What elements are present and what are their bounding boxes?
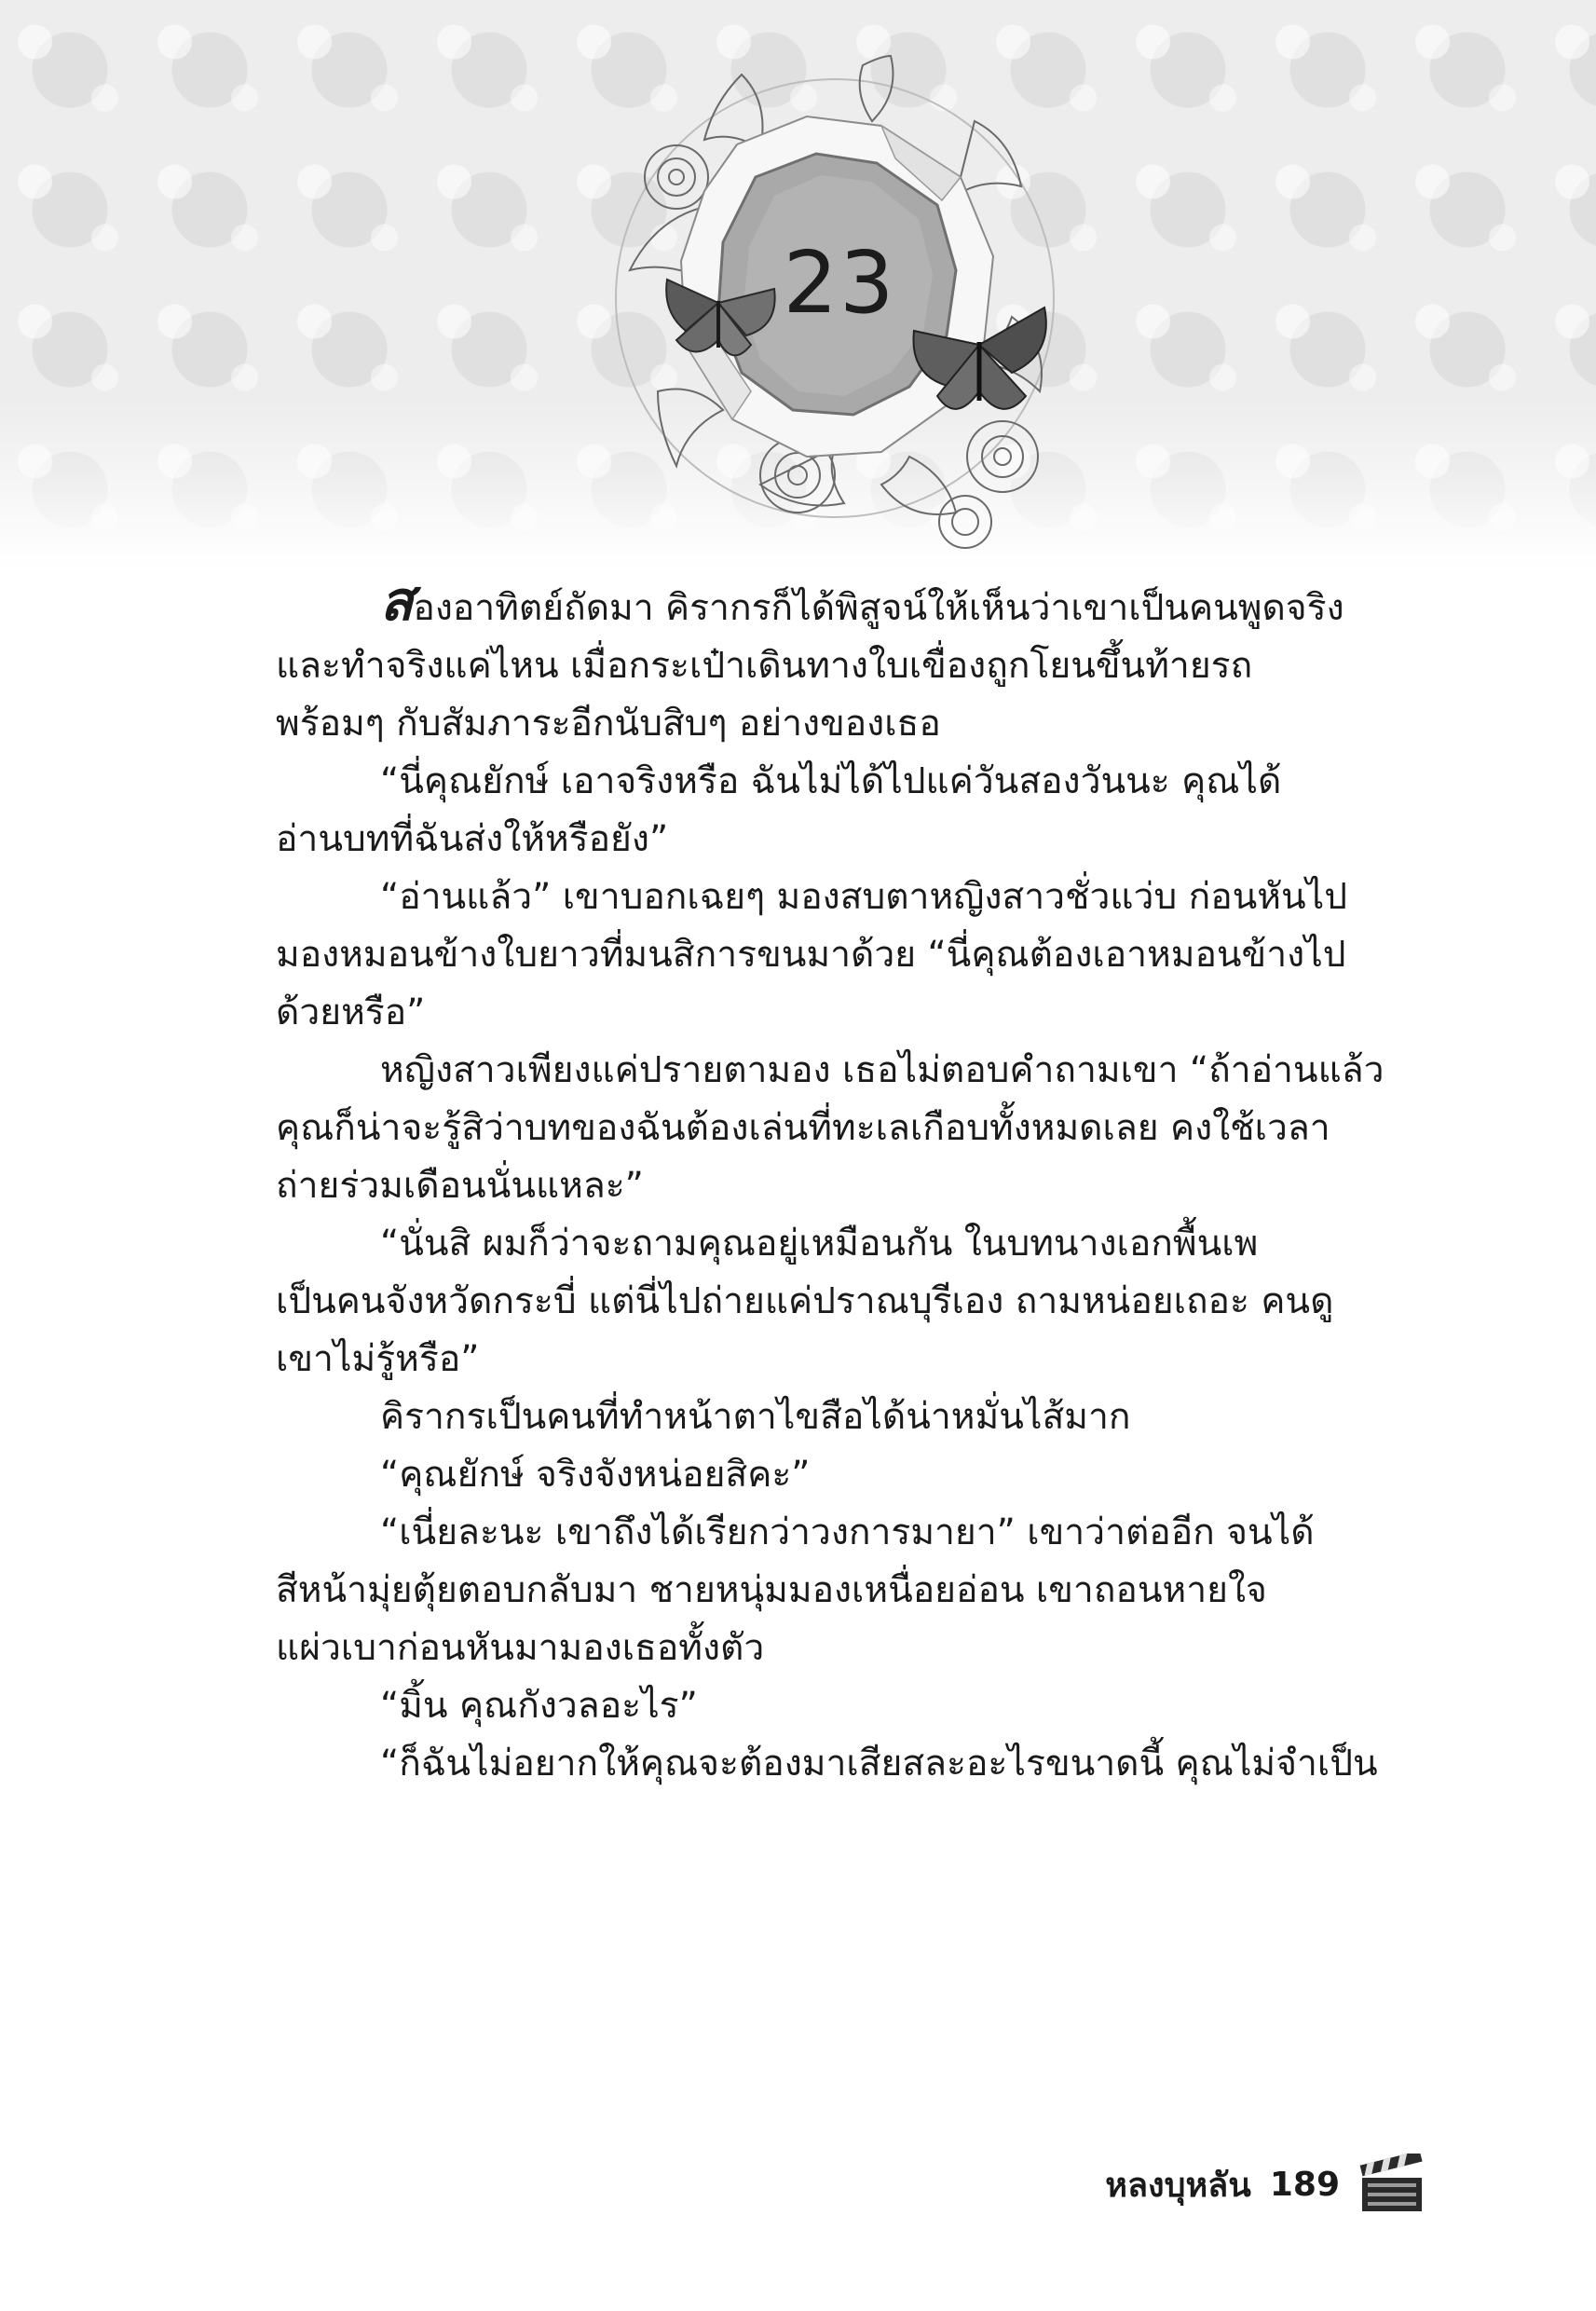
body-text bbox=[276, 580, 1407, 1793]
paragraph-line: เป็นคนจังหวัดกระบี่ แต่นี่ไปถ่ายแค่ปราณบุรีเอง ถามหน่อยเถอะ คนดู bbox=[276, 1280, 1334, 1322]
paragraph-line: “เนี่ยละนะ เขาถึงได้เรียกว่าวงการมายา” เขาว่าต่ออีก จนได้ bbox=[380, 1511, 1315, 1553]
paragraph-line: คิรากรเป็นคนที่ทำหน้าตาไขสือได้น่าหมั่นไส้มาก bbox=[380, 1396, 1131, 1438]
paragraph-line: เขาไม่รู้หรือ” bbox=[276, 1338, 480, 1380]
paragraph-line: “ก็ฉันไม่อยากให้คุณจะต้องมาเสียสละอะไรขนาดนี้ คุณไม่จำเป็น bbox=[380, 1743, 1378, 1785]
page-footer bbox=[1071, 2147, 1425, 2222]
paragraph-line: หญิงสาวเพียงแค่ปรายตามอง เธอไม่ตอบคำถามเขา “ถ้าอ่านแล้ว bbox=[380, 1049, 1385, 1091]
paragraph-line: แผ่วเบาก่อนหันมามองเธอทั้งตัว bbox=[276, 1627, 765, 1669]
paragraph-line-text: องอาทิตย์ถัดมา คิรากรก็ได้พิสูจน์ให้เห็นว่าเขาเป็นคนพูดจริง bbox=[413, 587, 1344, 629]
paragraph-line: สีหน้ามุ่ยตุ้ยตอบกลับมา ชายหนุ่มมองเหนื่อยอ่อน เขาถอนหายใจ bbox=[276, 1569, 1267, 1611]
paragraph-line: ถ่ายร่วมเดือนนั่นแหละ” bbox=[276, 1165, 644, 1207]
paragraph-line: และทำจริงแค่ไหน เมื่อกระเป๋าเดินทางใบเขื่องถูกโยนขึ้นท้ายรถ bbox=[276, 645, 1253, 687]
chapter-number: 23 bbox=[783, 233, 896, 333]
paragraph-line: พร้อมๆ กับสัมภาระอีกนับสิบๆ อย่างของเธอ bbox=[276, 703, 941, 745]
paragraph-line bbox=[276, 580, 1407, 637]
paragraph-line: มองหมอนข้างใบยาวที่มนสิการขนมาด้วย “นี่คุณต้องเอาหมอนข้างไป bbox=[276, 934, 1346, 976]
paragraph-line: “อ่านแล้ว” เขาบอกเฉยๆ มองสบตาหญิงสาวชั่วแว่บ ก่อนหันไป bbox=[380, 876, 1348, 918]
drop-cap: ส bbox=[380, 580, 414, 633]
page-number: 189 bbox=[1269, 2165, 1340, 2204]
paragraph-line: คุณก็น่าจะรู้สิว่าบทของฉันต้องเล่นที่ทะเลเกือบทั้งหมดเลย คงใช้เวลา bbox=[276, 1107, 1330, 1149]
film-clapperboard-icon bbox=[1358, 2154, 1425, 2215]
paragraph-line: “นี่คุณยักษ์ เอาจริงหรือ ฉันไม่ได้ไปแค่วันสองวันนะ คุณได้ bbox=[380, 760, 1282, 802]
paragraph-line: “คุณยักษ์ จริงจังหน่อยสิคะ” bbox=[380, 1454, 811, 1496]
paragraph-line: ด้วยหรือ” bbox=[276, 991, 426, 1033]
paragraph-line: อ่านบทที่ฉันส่งให้หรือยัง” bbox=[276, 818, 669, 860]
paragraph-line: “มิ้น คุณกังวลอะไร” bbox=[380, 1685, 698, 1727]
book-title: หลงบุหลัน bbox=[1105, 2166, 1251, 2205]
paragraph-line: “นั่นสิ ผมก็ว่าจะถามคุณอยู่เหมือนกัน ในบทนางเอกพื้นเพ bbox=[380, 1223, 1259, 1265]
